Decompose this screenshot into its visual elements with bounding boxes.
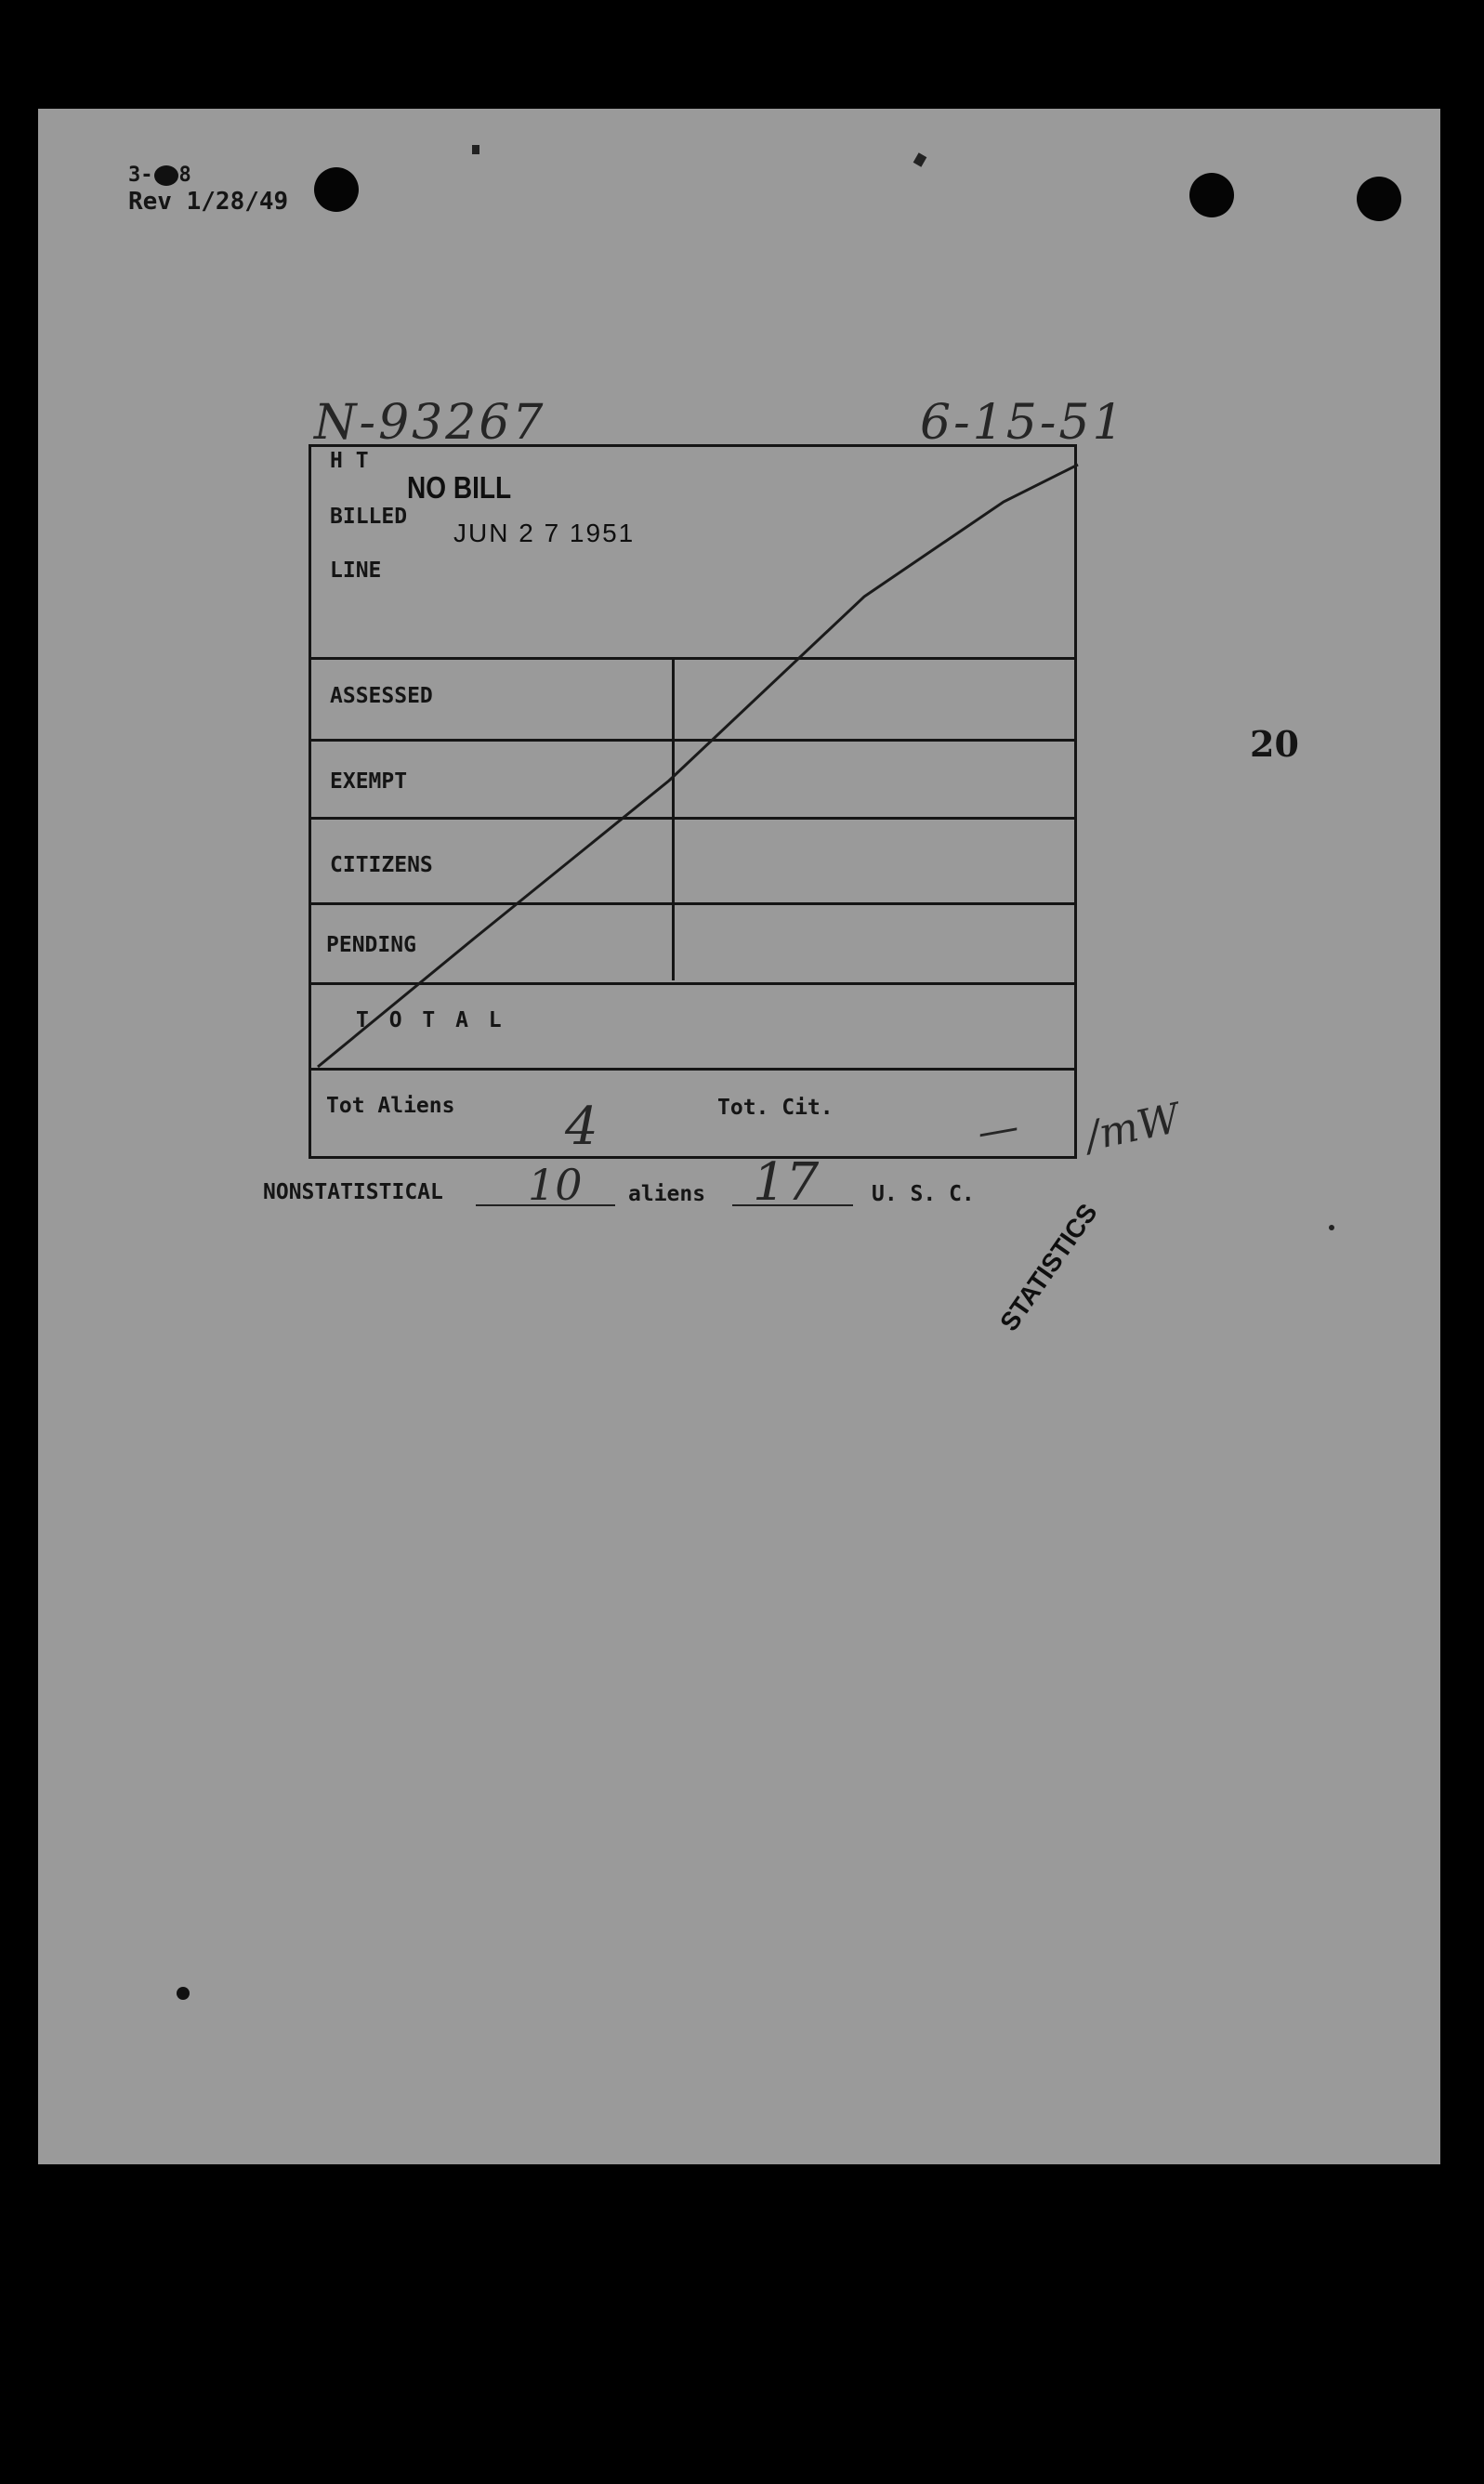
nonstatistical-label: NONSTATISTICAL bbox=[263, 1180, 443, 1204]
speck-3 bbox=[472, 145, 479, 154]
stamp-date: JUN 2 7 1951 bbox=[453, 519, 636, 547]
nonstat-usc-handwritten: 17 bbox=[753, 1152, 820, 1213]
statistics-stamp: STATISTICS bbox=[994, 1198, 1103, 1336]
total-label: T O T A L bbox=[356, 1008, 506, 1032]
date-handwritten: 6-15-51 bbox=[920, 395, 1126, 451]
exempt-label: EXEMPT bbox=[330, 769, 408, 794]
file-number-handwritten: N-93267 bbox=[314, 395, 546, 451]
no-bill-stamp: NO BILL bbox=[407, 470, 512, 505]
citizens-label: CITIZENS bbox=[330, 853, 433, 877]
speck-2 bbox=[1329, 1225, 1334, 1230]
tot-aliens-label: Tot Aliens bbox=[326, 1094, 455, 1118]
assessed-label: ASSESSED bbox=[330, 684, 433, 708]
billed-label: BILLED bbox=[330, 505, 408, 529]
nonstat-aliens-handwritten: 10 bbox=[528, 1160, 583, 1210]
initials-handwritten: /mW bbox=[1081, 1094, 1184, 1162]
speck-1 bbox=[177, 1987, 190, 2000]
revision-date: Rev 1/28/49 bbox=[128, 188, 289, 216]
line-label: LINE bbox=[330, 559, 382, 583]
ht-label: H T bbox=[330, 449, 369, 473]
tot-cit-handwritten: — bbox=[973, 1102, 1023, 1157]
tot-cit-label: Tot. Cit. bbox=[717, 1096, 834, 1120]
page-number: 20 bbox=[1250, 723, 1299, 765]
pending-label: PENDING bbox=[326, 933, 416, 957]
form-number: 3- 8 bbox=[128, 164, 191, 187]
usc-label: U. S. C. bbox=[872, 1182, 975, 1206]
aliens-label: aliens bbox=[628, 1182, 706, 1206]
tot-aliens-handwritten: 4 bbox=[565, 1097, 598, 1157]
